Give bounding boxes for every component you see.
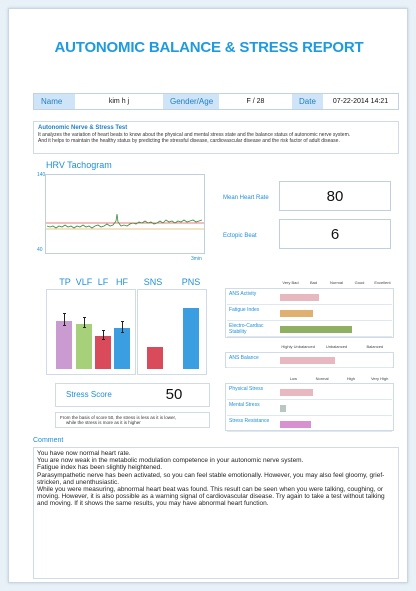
comment-box	[33, 447, 399, 579]
date-value: 07-22-2014 14:21	[332, 98, 389, 105]
report-title: AUTONOMIC BALANCE & STRESS REPORT	[54, 39, 364, 56]
ans-row-2	[227, 321, 392, 337]
balance-scale-level-2: Balanced	[366, 344, 384, 349]
hrv-tachogram-plot	[45, 174, 205, 254]
balance-row-label-0: ANS Balance	[229, 355, 259, 361]
report-page	[8, 8, 408, 583]
comment-title: Comment	[33, 437, 64, 444]
stress-scale-level-2: High	[346, 376, 355, 381]
test-description	[33, 121, 399, 154]
bar-tp	[56, 321, 72, 369]
ans-scale-level-4: Excellent	[374, 280, 391, 285]
ans-row-bar-1	[280, 310, 313, 317]
name-value: kim h j	[108, 98, 130, 105]
ans-row-0	[227, 289, 392, 305]
comment-line-3: Parasympathetic nerve has been activated, so you can feel stable emotionally. However, you may also feel gloomy, grief-stricken, and unenthusiastic.	[37, 471, 385, 486]
ans-scale-level-1: Bad	[309, 280, 318, 285]
stress-row-2	[227, 416, 392, 432]
stress-score-note-line-1: From the basis of score 50, the stress is less as it is lower,	[60, 415, 177, 420]
balance-scale-level-1: Unbalanced	[325, 344, 348, 349]
bar-pns	[183, 308, 199, 369]
bar-hf	[114, 328, 130, 369]
error-cap-tp-1	[63, 325, 66, 326]
error-cap-vlf-1	[83, 327, 86, 328]
balance-scale-level-0: Highly Unbalanced	[281, 344, 315, 349]
mean-heart-rate-label: Mean Heart Rate	[223, 195, 269, 201]
bar-label-pns: PNS	[181, 277, 201, 287]
hrv-plot-frame	[46, 175, 205, 254]
test-description-line-2: And it helps to maintain the healthy status by predicting the stressful disease, cardiovascular disease and the risk factor of adult disease.	[38, 138, 340, 144]
hrv-title: HRV Tachogram	[46, 160, 112, 170]
test-description-line-1: It analyzes the variation of heart beats to know about the physical and mental stress state and the balance status of autonomic nerve system.	[38, 132, 351, 138]
name-label: Name	[34, 94, 75, 109]
ans-row-label-1: Fatigue Index	[229, 307, 260, 313]
stress-scale-level-3: Very High	[370, 376, 389, 381]
stress-row-label-1: Mental Stress	[229, 402, 260, 408]
comment-lines	[37, 450, 395, 508]
ans-row-1	[227, 305, 392, 321]
stress-scale-level-0: Low	[289, 376, 298, 381]
error-bar-lf	[103, 330, 104, 339]
stress-row-label-0: Physical Stress	[229, 386, 264, 392]
comment-line-2: Fatigue index has been slightly heightened.	[37, 464, 163, 472]
ans-row-label-2: Electro-Cardiac Stability	[229, 323, 264, 335]
bar-label-lf: LF	[97, 277, 109, 287]
ans-scale-level-3: Good	[354, 280, 365, 285]
ans-row-bar-2	[280, 326, 352, 333]
stress-row-bar-2	[280, 421, 311, 428]
bar-label-tp: TP	[59, 277, 71, 287]
error-bar-hf	[122, 321, 123, 332]
ans-scale-level-0: Very Bad	[282, 280, 299, 285]
ectopic-beat-label: Ectopic Beat	[223, 233, 257, 239]
stress-score-value: 50	[165, 386, 183, 403]
error-bar-vlf	[84, 317, 85, 327]
bar-label-hf: HF	[116, 277, 128, 287]
bar-label-vlf: VLF	[75, 277, 93, 287]
balance-row-bar-0	[280, 357, 335, 364]
test-description-heading: Autonomic Nerve & Stress Test	[38, 125, 128, 131]
error-cap-lf-1	[102, 339, 105, 340]
mean-heart-rate-value: 80	[326, 188, 344, 205]
error-cap-hf-0	[121, 321, 124, 322]
stress-row-1	[227, 400, 392, 416]
bar-label-sns: SNS	[143, 277, 163, 287]
error-cap-tp-0	[63, 313, 66, 314]
ans-row-bar-0	[280, 294, 319, 301]
ans-row-label-0: ANS Activity	[229, 291, 257, 297]
error-cap-hf-1	[121, 332, 124, 333]
stress-score-note	[55, 412, 210, 428]
gender-age-value: F / 28	[246, 98, 265, 105]
stress-scale-level-1: Normal	[315, 376, 329, 381]
ans-scale-level-2: Normal	[330, 280, 343, 285]
stress-row-bar-0	[280, 389, 313, 396]
bar-vlf	[76, 324, 92, 369]
stress-row-0	[227, 384, 392, 400]
hrv-y-min: 40	[37, 247, 43, 253]
gender-age-label: Gender/Age	[163, 94, 219, 109]
hrv-y-max: 140	[37, 172, 46, 178]
stress-score-label: Stress Score	[66, 390, 112, 399]
error-bar-tp	[64, 313, 65, 325]
error-cap-lf-0	[102, 330, 105, 331]
date-label: Date	[292, 94, 323, 109]
hrv-x-label: 3min	[191, 256, 202, 262]
comment-line-4: While you were measuring, abnormal heart beat was found. This result can be seen when you were talking, coughing, or moving. However, it is also possible as a warning signal of cardiovascular disease. Try again to take a test without talking and moving. If it shows the same results, you may have abnormal heart function.	[37, 486, 385, 508]
stress-score-note-line-2: while the stress is more as it is higher	[66, 420, 141, 425]
comment-line-1: You are now weak in the metabolic modulation competence in your autonomic nerve system.	[37, 457, 304, 465]
bar-lf	[95, 336, 111, 369]
bar-sns	[147, 347, 163, 369]
stress-row-bar-1	[280, 405, 286, 412]
comment-line-0: You have now normal heart rate.	[37, 450, 131, 457]
stress-row-label-2: Stress Resistance	[229, 418, 270, 424]
error-cap-vlf-0	[83, 317, 86, 318]
patient-info-row	[33, 93, 399, 110]
balance-row-0	[227, 353, 392, 368]
ectopic-beat-value: 6	[330, 226, 340, 243]
